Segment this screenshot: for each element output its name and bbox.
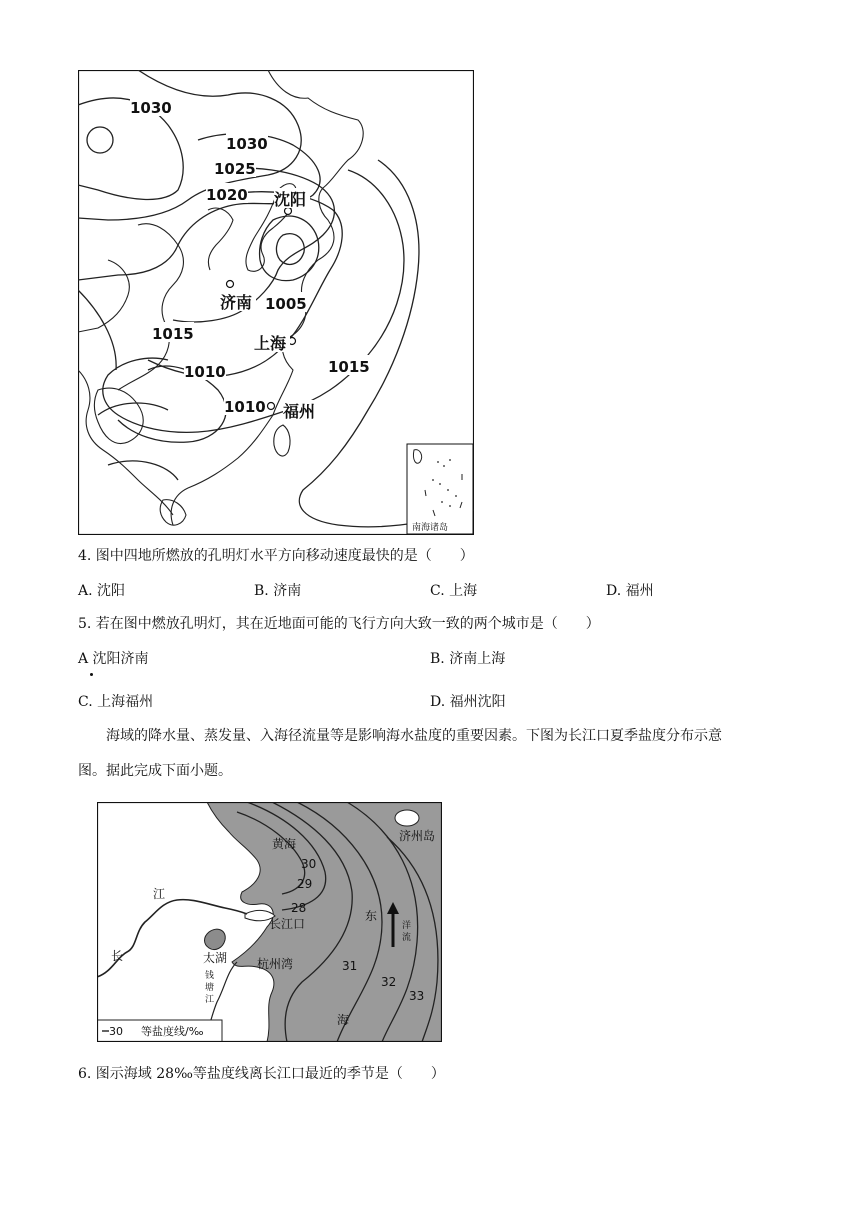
city-label-shanghai: 上海 [254,334,287,353]
isohaline-label: 32 [381,975,397,989]
isohaline-label: 29 [297,877,313,891]
salinity-legend [97,1020,222,1042]
isobar-label: 1030 [130,99,172,117]
city-label-jinan: 济南 [220,293,253,312]
inset-label: 南海诸岛 [412,523,449,533]
intro-line-1: 海域的降水量、蒸发量、入海径流量等是影响海水盐度的重要因素。下图为长江口夏季盐度分布示意 [106,728,722,744]
salinity-map [97,802,442,1042]
label-qian: 钱 [205,971,215,981]
label-liu: 流 [402,933,412,943]
label-tang: 塘 [205,983,215,993]
q5-option-c: C. 上海福州 [78,694,154,710]
label-jizhou: 济州岛 [399,829,436,843]
isohaline-label: 28 [291,901,307,915]
isobar-label: 1020 [206,186,248,204]
isohaline-label: 33 [409,989,425,1003]
isohaline-label: 30 [301,857,317,871]
q4-option-d: D. 福州 [606,583,654,599]
legend-sample: 30 [109,1025,123,1038]
isobar-label: 1015 [328,358,370,376]
q5-option-b: B. 济南上海 [430,651,506,667]
label-yang: 洋 [402,921,412,931]
isobar-label: 1015 [152,325,194,343]
isobar-map [78,70,474,535]
label-chang: 长 [111,949,124,963]
stray-dot [90,673,93,676]
isobar-map-svg [78,70,474,535]
label-huanghai: 黄海 [272,837,297,851]
q4-option-c: C. 上海 [430,583,478,599]
city-label-shenyang: 沈阳 [274,190,307,209]
label-jiang: 江 [153,887,166,901]
q5-option-d: D. 福州沈阳 [430,694,506,710]
q4-option-a: A. 沈阳 [78,583,126,599]
salinity-map-svg [97,802,442,1042]
question-4-stem: 4. 图中四地所燃放的孔明灯水平方向移动速度最快的是（ ） [78,548,474,564]
taihu-lake [205,929,226,949]
intro-line-2: 图。据此完成下面小题。 [78,763,232,779]
question-5-stem: 5. 若在图中燃放孔明灯，其在近地面可能的飞行方向大致一致的两个城市是（ ） [78,616,600,632]
label-hai: 海 [337,1013,350,1027]
question-6-stem: 6. 图示海域 28‰等盐度线离长江口最近的季节是（ ） [78,1066,445,1082]
label-hangzhouwan: 杭州湾 [257,957,294,971]
isobar-label: 1030 [226,135,268,153]
q4-option-b: B. 济南 [254,583,302,599]
label-changjiangkou: 长江口 [269,917,306,931]
isobar-label: 1010 [224,398,266,416]
jeju-island [395,810,419,826]
isobar-label: 1005 [265,295,307,313]
isohaline-label: 31 [342,959,358,973]
isobar-label: 1025 [214,160,256,178]
q5-option-a: A 沈阳济南 [78,651,149,667]
legend-text: 等盐度线/‰ [141,1025,204,1038]
label-jiang2: 江 [205,995,215,1005]
isobar-label: 1010 [184,363,226,381]
label-dong: 东 [365,909,378,923]
south-china-sea-inset [407,444,473,534]
label-taihu: 太湖 [203,951,228,965]
city-label-fuzhou: 福州 [283,402,316,421]
